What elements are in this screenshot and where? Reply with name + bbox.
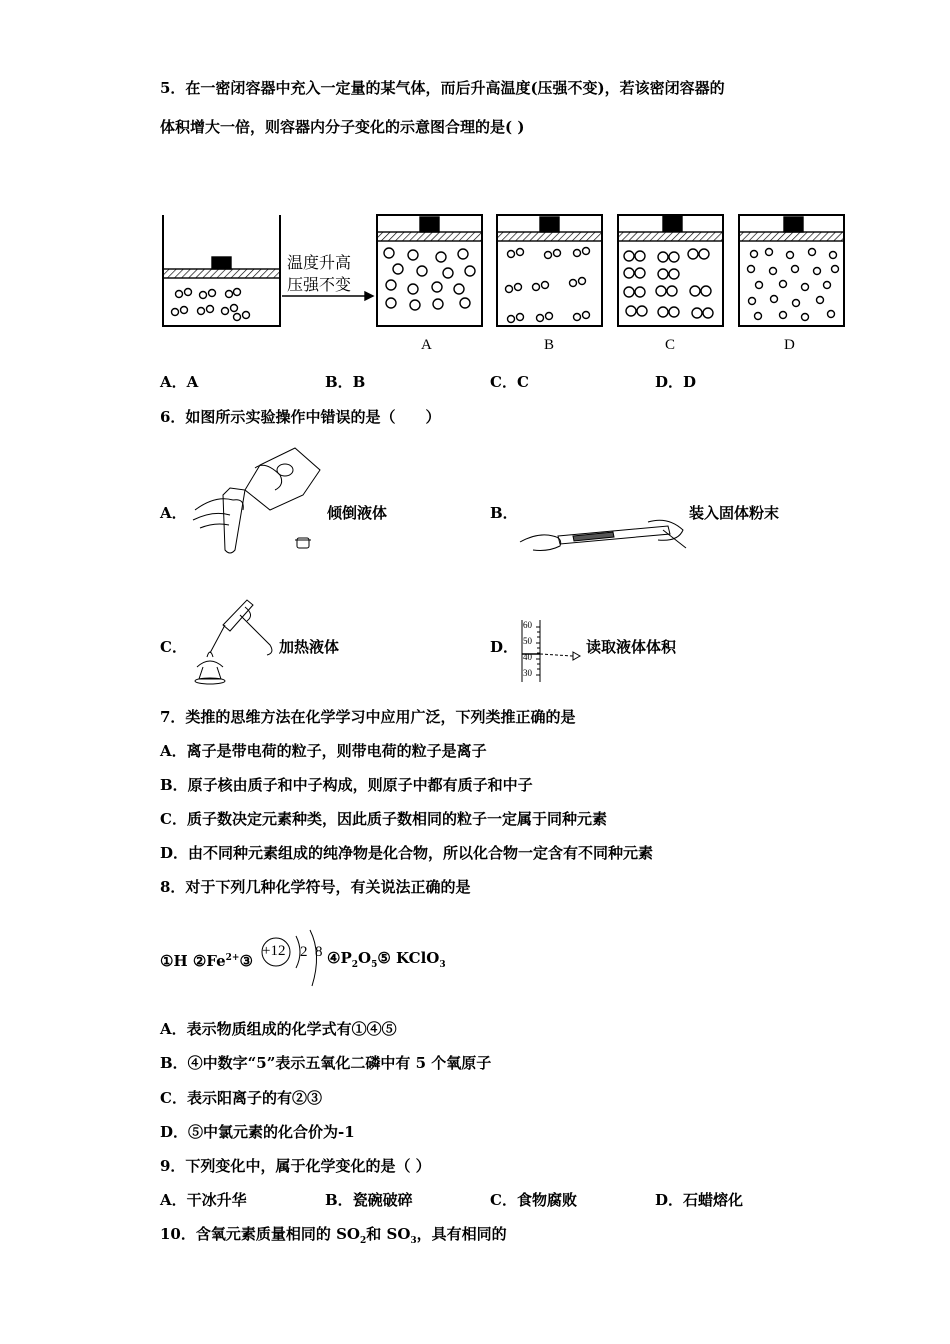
q8-option-b: B．④中数字“5”表示五氧化二磷中有 5 个氧原子 <box>160 1054 492 1072</box>
q6-stem: 6．如图所示实验操作中错误的是（ ） <box>160 408 441 426</box>
q6-a-text: 倾倒液体 <box>327 504 388 522</box>
q5-option-d: D．D <box>655 373 697 391</box>
q5-fig-label-c: C <box>665 337 676 353</box>
q6-d-text: 读取液体体积 <box>586 638 677 656</box>
q6-d-letter: D． <box>490 638 519 656</box>
q7-stem: 7．类推的思维方法在化学学习中应用广泛，下列类推正确的是 <box>160 708 576 726</box>
q5-stem-line1: 5．在一密闭容器中充入一定量的某气体，而后升高温度(压强不变)，若该密闭容器的 <box>160 79 725 97</box>
cylinder-tick-60: 60 <box>523 620 532 630</box>
q9-option-b: B．瓷碗破碎 <box>325 1191 413 1209</box>
atom-nucleus-charge: +12 <box>262 943 286 959</box>
q9-option-a: A．干冰升华 <box>160 1191 247 1209</box>
q9-option-d: D．石蜡熔化 <box>655 1191 744 1209</box>
powder-loading-figure <box>518 512 688 560</box>
q9-option-c: C．食物腐败 <box>490 1191 577 1209</box>
q5-stem-line2: 体积增大一倍，则容器内分子变化的示意图合理的是( ) <box>160 118 525 136</box>
q7-option-a: A．离子是带电荷的粒子，则带电荷的粒子是离子 <box>160 742 487 760</box>
q5-option-c: C．C <box>490 373 529 391</box>
q6-c-text: 加热液体 <box>279 638 340 656</box>
q8-option-a: A．表示物质组成的化学式有①④⑤ <box>160 1020 397 1038</box>
q5-fig-label-d: D <box>784 337 795 353</box>
q5-option-a: A．A <box>160 373 199 391</box>
q6-c-letter: C． <box>160 638 187 656</box>
q5-arrow-label-temp: 温度升高 <box>287 253 352 272</box>
q8-option-d: D．⑤中氯元素的化合价为-1 <box>160 1123 355 1141</box>
q8-symbols-4-5: $④P_2O_5⑤$ KClO$_3$ <box>327 949 446 970</box>
q7-option-d: D．由不同种元素组成的纯净物是化合物，所以化合物一定含有不同种元素 <box>160 844 654 862</box>
q5-fig-label-b: B <box>544 337 555 353</box>
q8-symbols-1-3: ①H $②Fe^{2+}③$ <box>160 952 253 970</box>
q5-option-b: B．B <box>325 373 366 391</box>
atom-shell-2: 8 <box>315 944 323 960</box>
q5-fig-label-a: A <box>421 337 432 353</box>
q5-arrow-label-pressure: 压强不变 <box>287 275 352 294</box>
q6-a-letter: A． <box>160 504 187 522</box>
q9-stem: 9．下列变化中，属于化学变化的是（ ） <box>160 1157 431 1175</box>
q10-stem: 10．含氧元素质量相同的 $SO_2$和 $SO_3$，具有相同的 <box>160 1225 507 1246</box>
q6-b-letter: B． <box>490 504 518 522</box>
atom-shell-1: 2 <box>300 944 308 960</box>
heating-liquid-figure <box>185 595 280 685</box>
q8-stem: 8．对于下列几种化学符号，有关说法正确的是 <box>160 878 471 896</box>
pouring-liquid-figure <box>185 440 325 560</box>
q7-option-b: B．原子核由质子和中子构成，则原子中都有质子和中子 <box>160 776 533 794</box>
q5-container-figure <box>155 205 860 360</box>
cylinder-tick-50: 50 <box>523 636 532 646</box>
q6-b-text: 装入固体粉末 <box>689 504 780 522</box>
q7-option-c: C．质子数决定元素种类，因此质子数相同的粒子一定属于同种元素 <box>160 810 607 828</box>
cylinder-tick-30: 30 <box>523 668 532 678</box>
cylinder-tick-40: 40 <box>523 652 532 662</box>
q8-option-c: C．表示阳离子的有②③ <box>160 1089 322 1107</box>
